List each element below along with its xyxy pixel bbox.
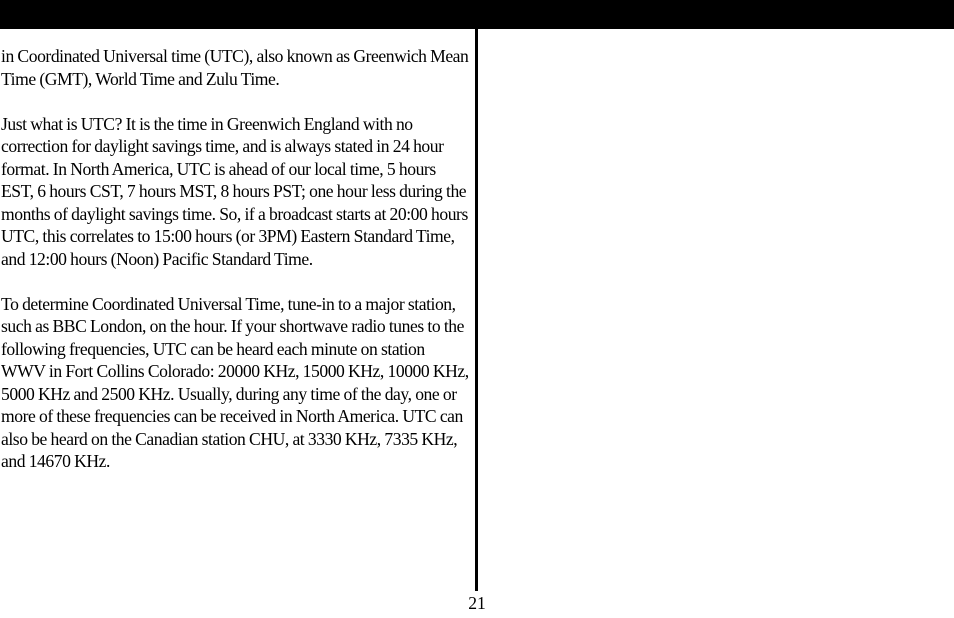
paragraph-determine-utc: To determine Coordinated Universal Time, tune-in to a major station, such as BBC London, on the hour. If your shortwave radio tunes to the following frequencies, UTC can be heard each minute on station WWV in Fort Collins Colorado: 20000 KHz, 15000 KHz, 10000 KHz, 5000 KHz and 2500 KHz. Usually, during any time of the day, one or more of these frequencies can be received in North America. UTC can also be heard on the Canadian station CHU, at 3330 KHz, 7335 KHz, and 14670 KHz. — [1, 293, 469, 471]
text-column — [1, 45, 469, 495]
header-bar — [0, 0, 954, 29]
paragraph-what-is-utc: Just what is UTC? It is the time in Greenwich England with no correction for daylight savings time, and is always stated in 24 hour format. In North America, UTC is ahead of our local time, 5 hours EST, 6 hours CST, 7 hours MST, 8 hours PST; one hour less during the months of daylight savings time. So, if a broadcast starts at 20:00 hours UTC, this correlates to 15:00 hours (or 3PM) Eastern Standard Time, and 12:00 hours (Noon) Pacific Standard Time. — [1, 113, 468, 269]
paragraph-utc-intro: in Coordinated Universal time (UTC), also known as Greenwich Mean Time (GMT), World Time and Zulu Time. — [1, 46, 469, 89]
column-divider — [475, 29, 478, 591]
page-number: 21 — [468, 593, 486, 613]
